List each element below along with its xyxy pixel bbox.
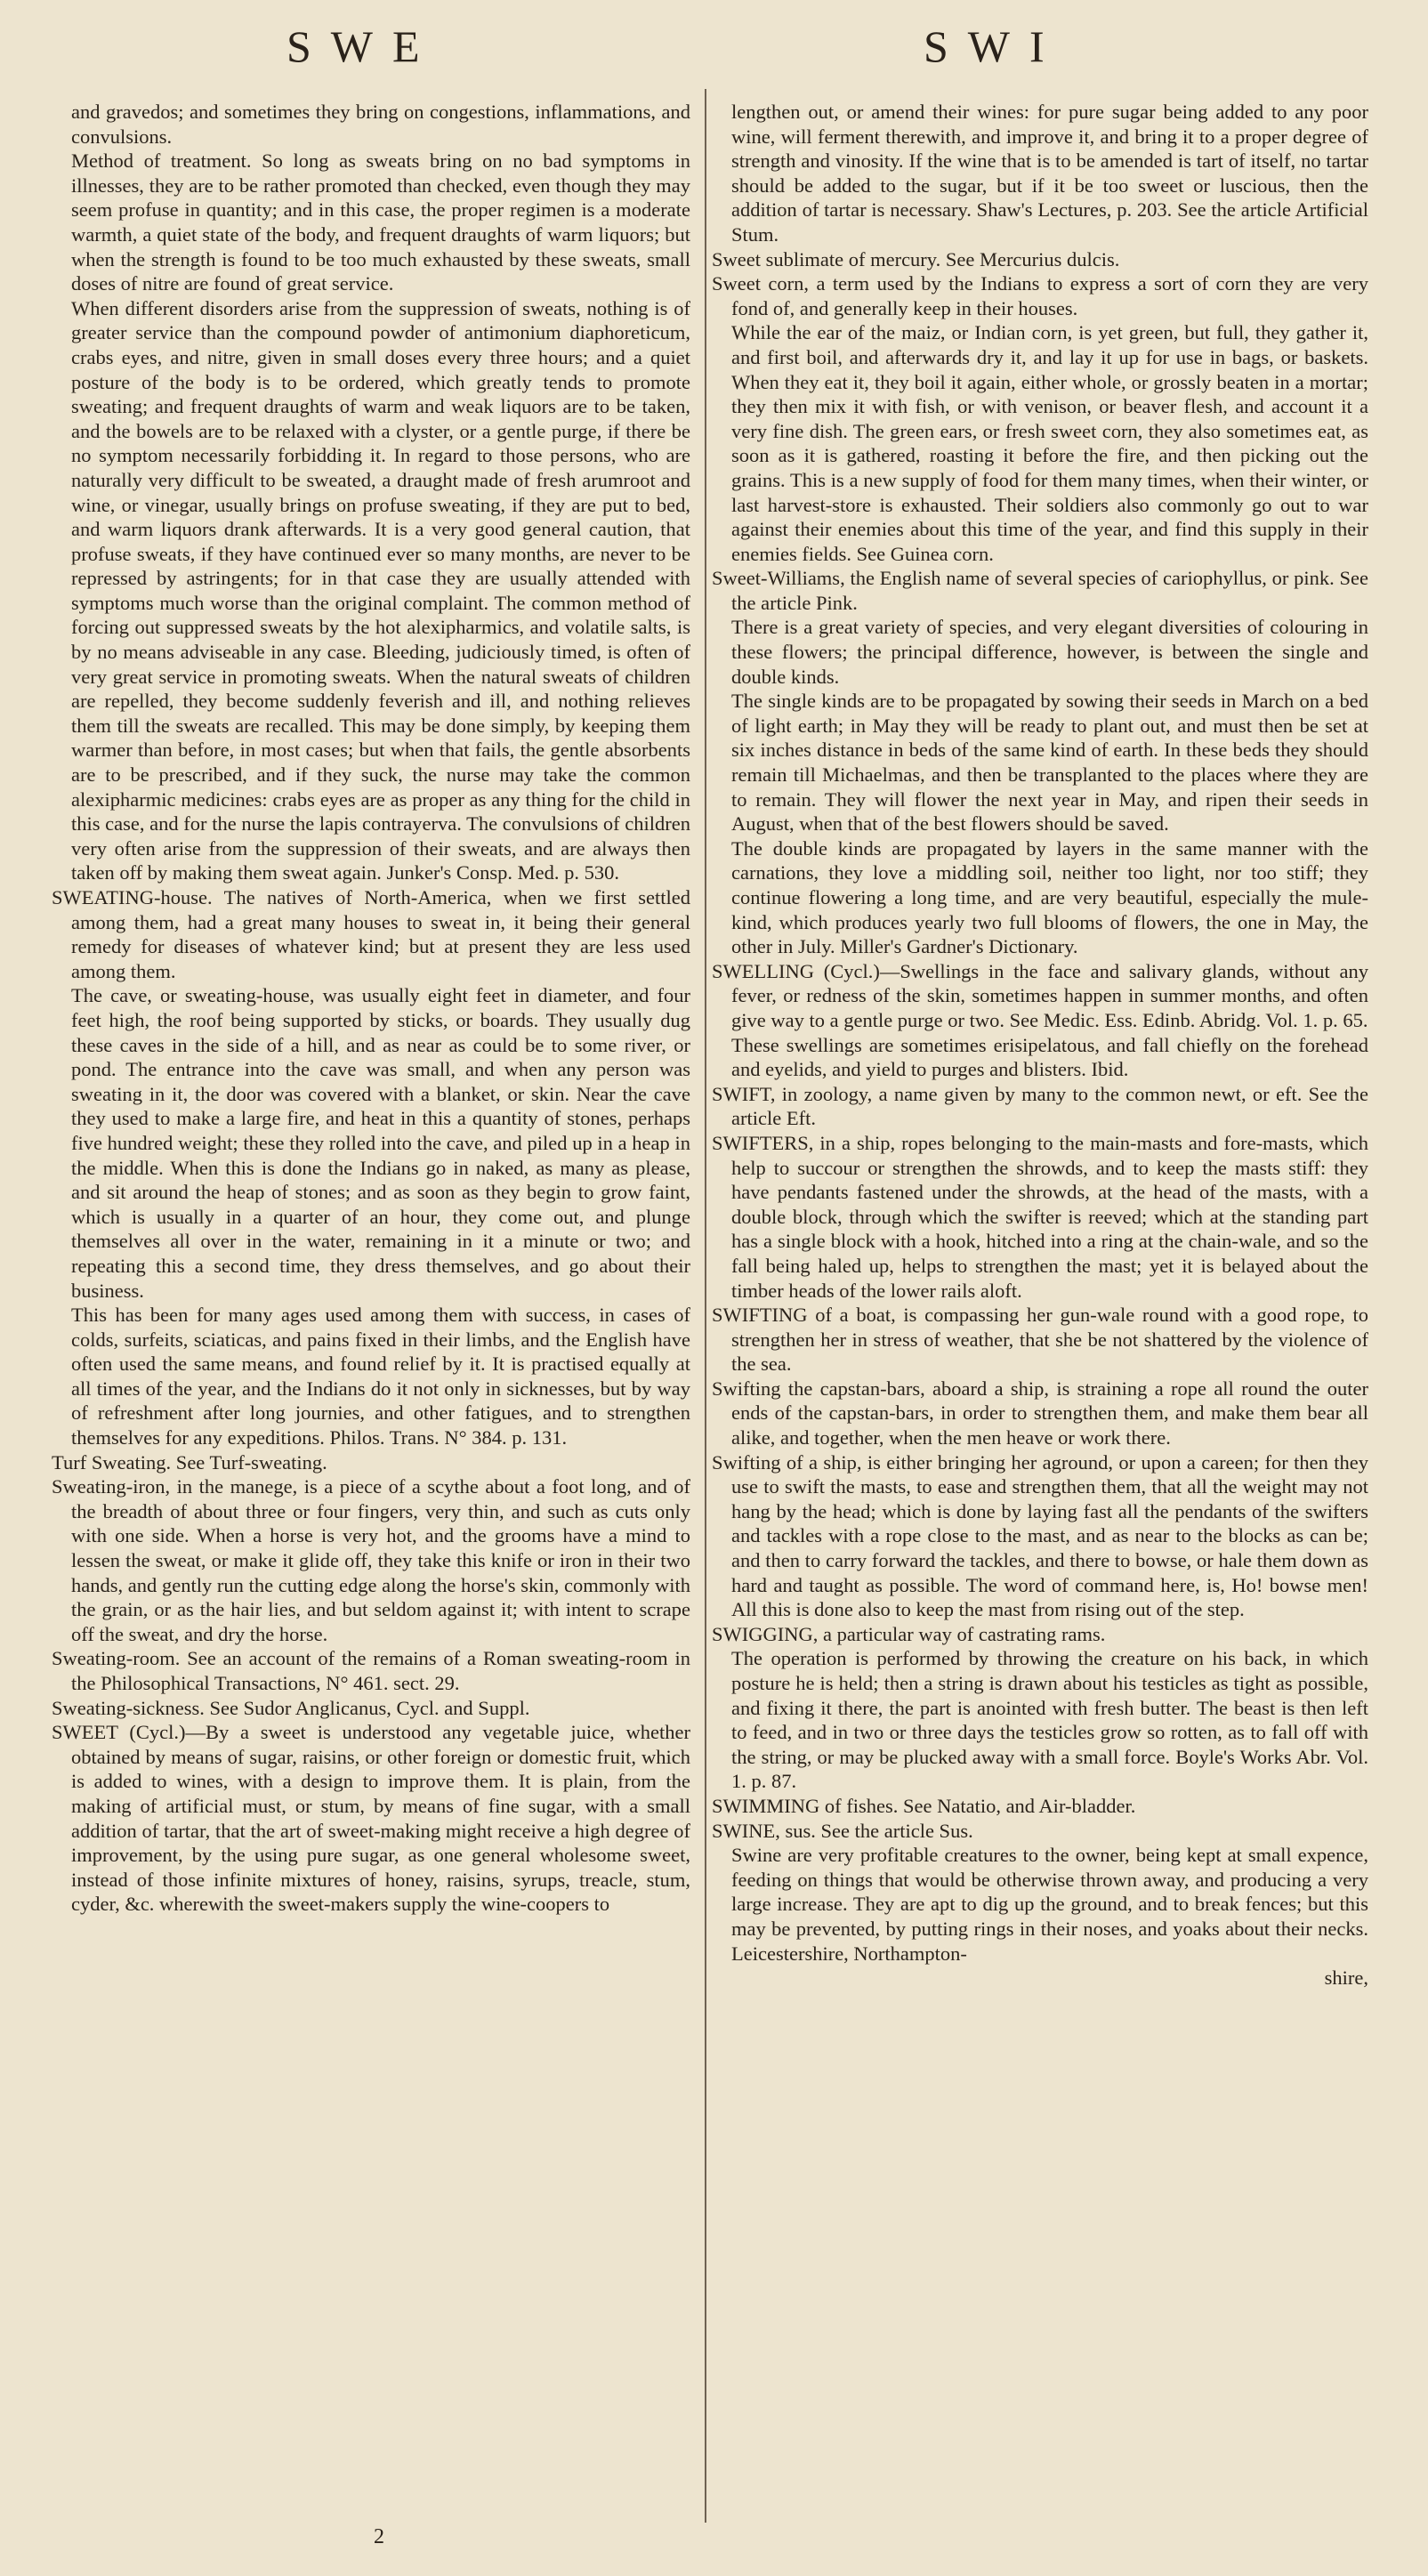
header-right: SWI — [924, 21, 1064, 71]
entry-paragraph: SWELLING (Cycl.)—Swellings in the face and salivary glands, without any fever, or redness of the skin, sometimes happen in summer months, and often give way to a gentle purge or two. See Medic. Ess. Edinb. Abridg. Vol. 1. p. 65. — [712, 959, 1368, 1031]
entry-paragraph: Turf Sweating. See Turf-sweating. — [52, 1450, 327, 1474]
entry-paragraph: The double kinds are propagated by layers in the same manner with the carnations, they love a middling soil, neither too light, nor too stiff; they continue flowering a long time, and are very beautiful, especially the mule-kind, which produces yearly two full blooms of flowers, the one in May, the other in July. Miller's Gardner's Dictionary. — [731, 836, 1368, 958]
entry-paragraph: The operation is performed by throwing the creature on his back, in which posture he is held; then a string is drawn about his testicles as tight as possible, and fixing it there, the part is anointed with fresh butter. The beast is then left to feed, and in two or three days the testicles grow so rotten, as to fall off with the string, or may be plucked away with a small force. Boyle's Works Abr. Vol. 1. p. 87. — [731, 1647, 1368, 1793]
header-left: SWE — [286, 21, 440, 71]
entry-paragraph: Swifting of a ship, is either bringing her aground, or upon a careen; for then they use to swift the masts, to ease and strengthen them, that all the weight may not hang by the head; which is done by laying fast all the pendants of the swifters and tackles with a rope close to the mast, and as near to the blocks as can be; and then to carry forward the tackles, and there to bowse, or hale them down as hard and taught as possible. The word of command here, is, Ho! bowse men! All this is done also to keep the mast from rising out of the step. — [712, 1450, 1368, 1621]
entry-paragraph: SWEATING-house. The natives of North-America, when we first settled among them, had a great many houses to sweat in, it being their general remedy for diseases of whatever kind; but at present they are less used among them. — [52, 886, 690, 982]
entry-paragraph: Sweating-sickness. See Sudor Anglicanus, Cycl. and Suppl. — [52, 1696, 530, 1719]
entry-paragraph: Sweet corn, a term used by the Indians to express a sort of corn they are very fond of, and generally keep in their houses. — [712, 272, 1368, 319]
right-column — [712, 100, 1368, 1991]
entry-paragraph: SWEET (Cycl.)—By a sweet is understood any vegetable juice, whether obtained by means of sugar, raisins, or other foreign or domestic fruit, which is added to wines, with a design to improve them. It is plain, from the making of artificial must, or stum, by means of fine sugar, with a small addition of tartar, that the art of sweet-making might receive a high degree of improvement, by the using pure sugar, as one general wholesome sweet, instead of those infinite mixtures of honey, raisins, syrups, treacle, stum, cyder, &c. wherewith the sweet-makers supply the wine-coopers to — [52, 1721, 690, 1916]
entry-paragraph: SWIFTERS, in a ship, ropes belonging to the main-masts and fore-masts, which help to succour or strengthen the shrowds, and to keep the masts stiff: they have pendants fastened under the shrowds, at the head of the masts, with a double block, through which the swifter is reeved; which at the standing part has a single block with a hook, hitched into a ring at the chain-wale, and so the fall being haled up, helps to strengthen the mast; yet it is belayed about the timber heads of the lower rails aloft. — [712, 1131, 1368, 1302]
entry-paragraph: These swellings are sometimes erisipelatous, and fall chiefly on the forehead and eyelids, and yield to purges and blisters. Ibid. — [731, 1033, 1368, 1081]
entry-paragraph: The single kinds are to be propagated by sowing their seeds in March on a bed of light earth; in May they will be ready to plant out, and must then be set at six inches distance in beds of the same kind of earth. In these beds they should remain till Michaelmas, and then be transplanted to the places where they are to remain. They will flower the next year in May, and ripen their seeds in August, when that of the best flowers should be saved. — [731, 690, 1368, 836]
entry-paragraph: Swifting the capstan-bars, aboard a ship, is straining a rope all round the outer ends of the capstan-bars, in order to strengthen them, and make them bear all alike, and together, when the men heave or work there. — [712, 1377, 1368, 1450]
entry-paragraph: Sweet sublimate of mercury. See Mercurius dulcis. — [712, 247, 1120, 271]
entry-paragraph: The cave, or sweating-house, was usually eight feet in diameter, and four feet high, the roof being supported by sticks, or boards. They usually dug these caves in the side of a hill, and as near as could be to some river, or pond. The entrance into the cave was small, and when any person was sweating in it, the door was covered with a blanket, or skin. Near the cave they used to make a large fire, and heat in this a quantity of stones, perhaps five hundred weight; these they rolled into the cave, and piled up in a heap in the middle. When this is done the Indians go in naked, as many as please, and sit around the heap of stones; and as soon as they begin to grow faint, which is usually in a quarter of an hour, they come out, and plunge themselves all over in the water, remaining in it a minute or two; and repeating this a second time, they dress themselves, and go about their business. — [71, 984, 690, 1302]
entry-paragraph: SWIGGING, a particular way of castrating rams. — [712, 1622, 1106, 1645]
running-header — [0, 20, 1428, 73]
entry-paragraph: When different disorders arise from the suppression of sweats, nothing is of greater service than the compound powder of antimonium diaphoreticum, crabs eyes, and nitre, given in small doses every three hours; and a quiet posture of the body is to be ordered, which greatly tends to promote sweating; and frequent draughts of warm and weak liquors are to be taken, and the bowels are to be relaxed with a clyster, or a gentle purge, if there be no symptom necessarily forbidding it. In regard to those persons, who are naturally very difficult to be sweated, a draught made of fresh arumroot and wine, or vinegar, usually brings on profuse sweating, if they are put to bed, and warm liquors drank afterwards. It is a very good general caution, that profuse sweats, if they have continued ever so many months, are never to be repressed by astringents; for in that case they are usually attended with symptoms much worse than the original complaint. The common method of forcing out suppressed sweats by the hot alexipharmics, and volatile salts, is by no means adviseable in any case. Bleeding, judiciously timed, is often of very great service in promoting sweats. When the natural sweats of children are repelled, they become suddenly feverish and ill, and nothing relieves them till the sweats are recalled. This may be done simply, by keeping them warmer than before, in most cases; but when that fails, the gentle absorbents are to be prescribed, and if they suck, the nurse may take the common alexipharmic medicines: crabs eyes are as proper as any thing for the child in this case, and for the nurse the lapis contrayerva. The convulsions of children very often arise from the suppression of their sweats, and are always then taken off by making them sweat again. Junker's Consp. Med. p. 530. — [71, 296, 690, 884]
page-number: 2 — [374, 2525, 384, 2548]
entry-paragraph: There is a great variety of species, and very elegant diversities of colouring in these flowers; the principal difference, however, is between the single and double kinds. — [731, 616, 1368, 688]
entry-paragraph: Sweating-room. See an account of the remains of a Roman sweating-room in the Philosophical Transactions, N° 461. sect. 29. — [52, 1647, 690, 1694]
entry-paragraph: SWINE, sus. See the article Sus. — [712, 1819, 973, 1842]
entry-paragraph: and gravedos; and sometimes they bring on congestions, inflammations, and convulsions. — [71, 101, 690, 148]
left-column — [52, 100, 690, 1917]
entry-paragraph: SWIFTING of a boat, is compassing her gun-wale round with a good rope, to strengthen her in stress of weather, that she be not shattered by the violence of the sea. — [712, 1304, 1368, 1376]
entry-paragraph: lengthen out, or amend their wines: for pure sugar being added to any poor wine, will ferment therewith, and improve it, and bring it to a proper degree of strength and vinosity. If the wine that is to be amended is tart of itself, no tartar should be added to the sugar, but if it be too sweet or luscious, then the addition of tartar is necessary. Shaw's Lectures, p. 203. See the article Artificial Stum. — [731, 101, 1368, 246]
entry-paragraph: Sweet-Williams, the English name of several species of cariophyllus, or pink. See the article Pink. — [712, 567, 1368, 614]
entry-paragraph: This has been for many ages used among them with success, in cases of colds, surfeits, sciaticas, and pains fixed in their limbs, and the English have often used the same means, and found relief by it. It is practised equally at all times of the year, and the Indians do it not only in sicknesses, but by way of refreshment after long journies, and other fatigues, and to strengthen themselves for any expeditions. Philos. Trans. N° 384. p. 131. — [71, 1304, 690, 1450]
entry-paragraph: Sweating-iron, in the manege, is a piece of a scythe about a foot long, and of the breadth of about three or four fingers, very thin, and such as cuts only with one side. When a horse is very hot, and the grooms have a mind to lessen the sweat, or make it glide off, they take this knife or iron in their two hands, and gently run the cutting edge along the horse's skin, commonly with the grain, or as the hair lies, and but seldom against it; with intent to scrape off the sweat, and dry the horse. — [52, 1475, 690, 1645]
entry-paragraph: While the ear of the maiz, or Indian corn, is yet green, but full, they gather it, and first boil, and afterwards dry it, and lay it up for use in bags, or baskets. When they eat it, they boil it again, either whole, or grossly beaten in a mortar; they then mix it with fish, or with venison, or beaver flesh, and account it a very fine dish. The green ears, or fresh sweet corn, they also sometimes eat, as soon as it is gathered, roasting it before the fire, and then picking out the grains. This is a new supply of food for them many times, when their winter, or last harvest-store is exhausted. Their soldiers also commonly go out to war against their enemies about this time of the year, and find this supply in their enemies fields. See Guinea corn. — [731, 321, 1368, 565]
entry-paragraph: Swine are very profitable creatures to the owner, being kept at small expence, feeding on things that would be otherwise thrown away, and producing a very large increase. They are apt to dig up the ground, and to break fences; but this may be prevented, by putting rings in their noses, and yoaks about their necks. Leicestershire, Northampton- — [731, 1844, 1368, 1965]
entry-paragraph: SWIMMING of fishes. See Natatio, and Air-bladder. — [712, 1794, 1136, 1817]
column-rule — [705, 89, 706, 2523]
entry-paragraph: Method of treatment. So long as sweats bring on no bad symptoms in illnesses, they are to be rather promoted than checked, even though they may seem profuse in quantity; and in this case, the proper regimen is a moderate warmth, a quiet state of the body, and frequent draughts of warm liquors; but when the strength is found to be too much exhausted by these sweats, small doses of nitre are found of great service. — [71, 149, 690, 295]
entry-paragraph: SWIFT, in zoology, a name given by many to the common newt, or eft. See the article Eft. — [712, 1082, 1368, 1130]
catchword: shire, — [1324, 1966, 1368, 1990]
